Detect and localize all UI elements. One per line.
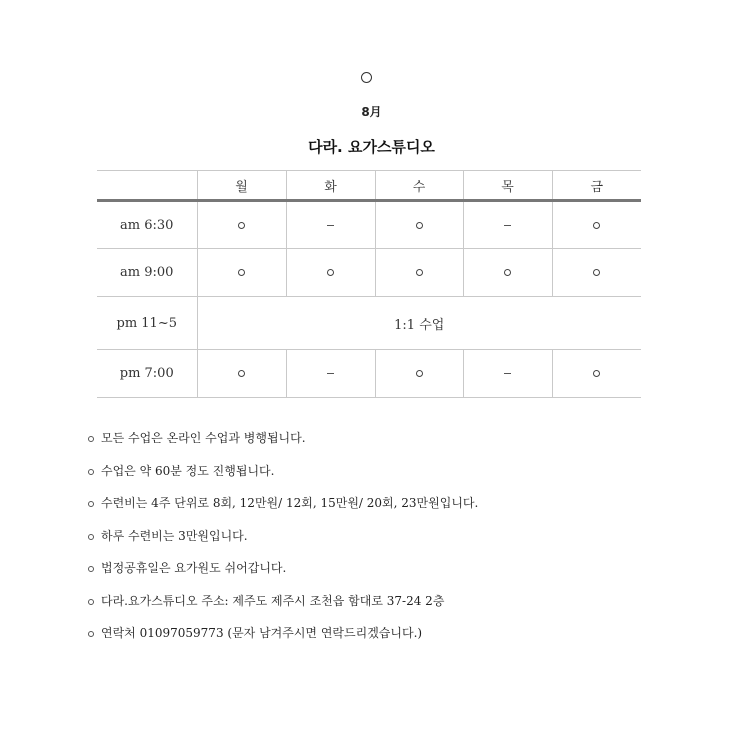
schedule-row <box>97 350 641 398</box>
class-cell <box>375 201 463 249</box>
class-cell <box>375 350 463 398</box>
class-available-icon <box>238 269 245 276</box>
notes-list <box>88 428 478 656</box>
private-class-cell: 1:1 수업 <box>197 297 641 350</box>
note-item <box>88 558 478 591</box>
class-cell <box>552 350 641 398</box>
note-text: 다라.요가스튜디오 주소: 제주도 제주시 조천읍 함대로 37-24 2층 <box>101 593 445 608</box>
schedule-table <box>97 170 641 398</box>
class-cell <box>463 201 552 249</box>
month-label: 8月 <box>361 105 382 119</box>
schedule-row <box>97 201 641 249</box>
class-available-icon <box>238 370 245 377</box>
no-class-icon <box>504 225 511 226</box>
class-cell <box>552 249 641 297</box>
class-cell <box>375 249 463 297</box>
day-header: 수 <box>375 171 463 201</box>
no-class-icon <box>504 373 511 374</box>
class-cell <box>197 350 286 398</box>
header-corner-cell <box>97 171 197 201</box>
note-text: 하루 수련비는 3만원입니다. <box>101 528 248 543</box>
class-available-icon <box>416 269 423 276</box>
class-available-icon <box>416 370 423 377</box>
note-item <box>88 428 478 461</box>
time-cell: am 6:30 <box>120 217 174 233</box>
day-header: 월 <box>197 171 286 201</box>
class-cell <box>286 201 375 249</box>
class-available-icon <box>416 222 423 229</box>
note-text: 모든 수업은 온라인 수업과 병행됩니다. <box>101 431 306 445</box>
page-title: 다라. 요가스튜디오 <box>308 138 435 156</box>
class-available-icon <box>593 269 600 276</box>
bullet-icon <box>88 566 94 572</box>
class-cell <box>286 249 375 297</box>
class-cell <box>197 201 286 249</box>
class-cell <box>197 249 286 297</box>
bullet-icon <box>88 469 94 475</box>
bullet-icon <box>88 534 94 540</box>
time-cell: pm 11~5 <box>116 315 177 331</box>
class-cell <box>463 350 552 398</box>
schedule-row <box>97 297 641 350</box>
class-available-icon <box>504 269 511 276</box>
schedule-row <box>97 249 641 297</box>
note-item <box>88 493 478 526</box>
note-text: 법정공휴일은 요가원도 쉬어갑니다. <box>101 561 287 575</box>
bullet-icon <box>88 599 94 605</box>
class-available-icon <box>238 222 245 229</box>
class-available-icon <box>593 370 600 377</box>
time-cell: am 9:00 <box>120 265 174 280</box>
no-class-icon <box>327 373 334 374</box>
note-text: 연락처 01097059773 (문자 남겨주시면 연락드리겠습니다.) <box>101 626 423 640</box>
day-header: 금 <box>552 171 641 201</box>
class-available-icon <box>327 269 334 276</box>
note-text: 수업은 약 60분 정도 진행됩니다. <box>101 463 275 478</box>
bullet-icon <box>88 501 94 507</box>
class-available-icon <box>593 222 600 229</box>
schedule-header-row <box>97 171 641 201</box>
note-text: 수련비는 4주 단위로 8회, 12만원/ 12회, 15만원/ 20회, 23만원입니다. <box>101 496 479 510</box>
class-cell <box>286 350 375 398</box>
note-item <box>88 623 478 656</box>
note-item <box>88 526 478 559</box>
bullet-icon <box>88 436 94 442</box>
top-circle-icon <box>361 72 372 83</box>
note-item <box>88 591 478 624</box>
no-class-icon <box>327 225 334 226</box>
day-header: 화 <box>286 171 375 201</box>
note-item <box>88 461 478 494</box>
day-header: 목 <box>463 171 552 201</box>
class-cell <box>463 249 552 297</box>
bullet-icon <box>88 631 94 637</box>
class-cell <box>552 201 641 249</box>
time-cell: pm 7:00 <box>119 366 174 381</box>
